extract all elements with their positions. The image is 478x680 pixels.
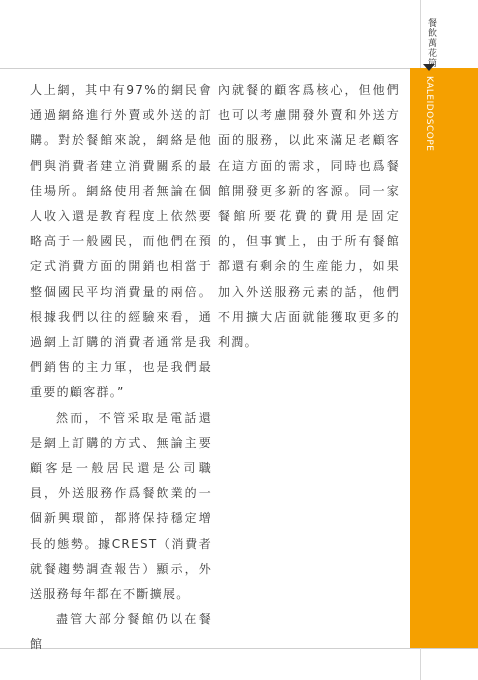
right-column — [218, 78, 400, 355]
section-label: 餐飲萬花筒 — [426, 18, 436, 68]
top-rule — [0, 68, 478, 69]
paragraph: 人上網，其中有97%的網民會通過網絡進行外賣或外送的訂購。對於餐館來說，網絡是他們與消費者建立消費關系的最佳場所。網絡使用者無論在個人收入還是教育程度上依然要略高于一般國民，而他們在預定式消費方面的開銷也相當于整個國民平均消費量的兩倍。根據我們以往的經驗來看，通過網上訂購的消費者通常是我們銷售的主力軍，也是我們最重要的顧客群。” — [30, 83, 212, 400]
paragraph: 盡管大部分餐館仍以在餐館 — [30, 612, 212, 652]
section-label-en: KALEIDOSCOPE — [424, 76, 434, 152]
paragraph: 內就餐的顧客爲核心，但他們也可以考慮開發外賣和外送方面的服務，以此來滿足老顧客在這方面的需求，同時也爲餐館開發更多新的客源。同一家餐館所要花費的費用是固定的，但事實上，由于所有餐館都還有剩余的生産能力，如果加入外送服務元素的話，他們不用擴大店面就能獲取更多的利潤。 — [218, 83, 400, 350]
triangle-marker-icon — [423, 64, 435, 71]
left-column — [30, 78, 212, 658]
paragraph: 然而，不管采取是電話還是網上訂購的方式、無論主要顧客是一般居民還是公司職員，外送服務作爲餐飲業的一個新興環節，都將保持穩定增長的態勢。據CREST（消費者就餐趨勢調查報告）顯示，外送服務每年都在不斷擴展。 — [30, 410, 212, 602]
accent-band — [410, 68, 478, 648]
